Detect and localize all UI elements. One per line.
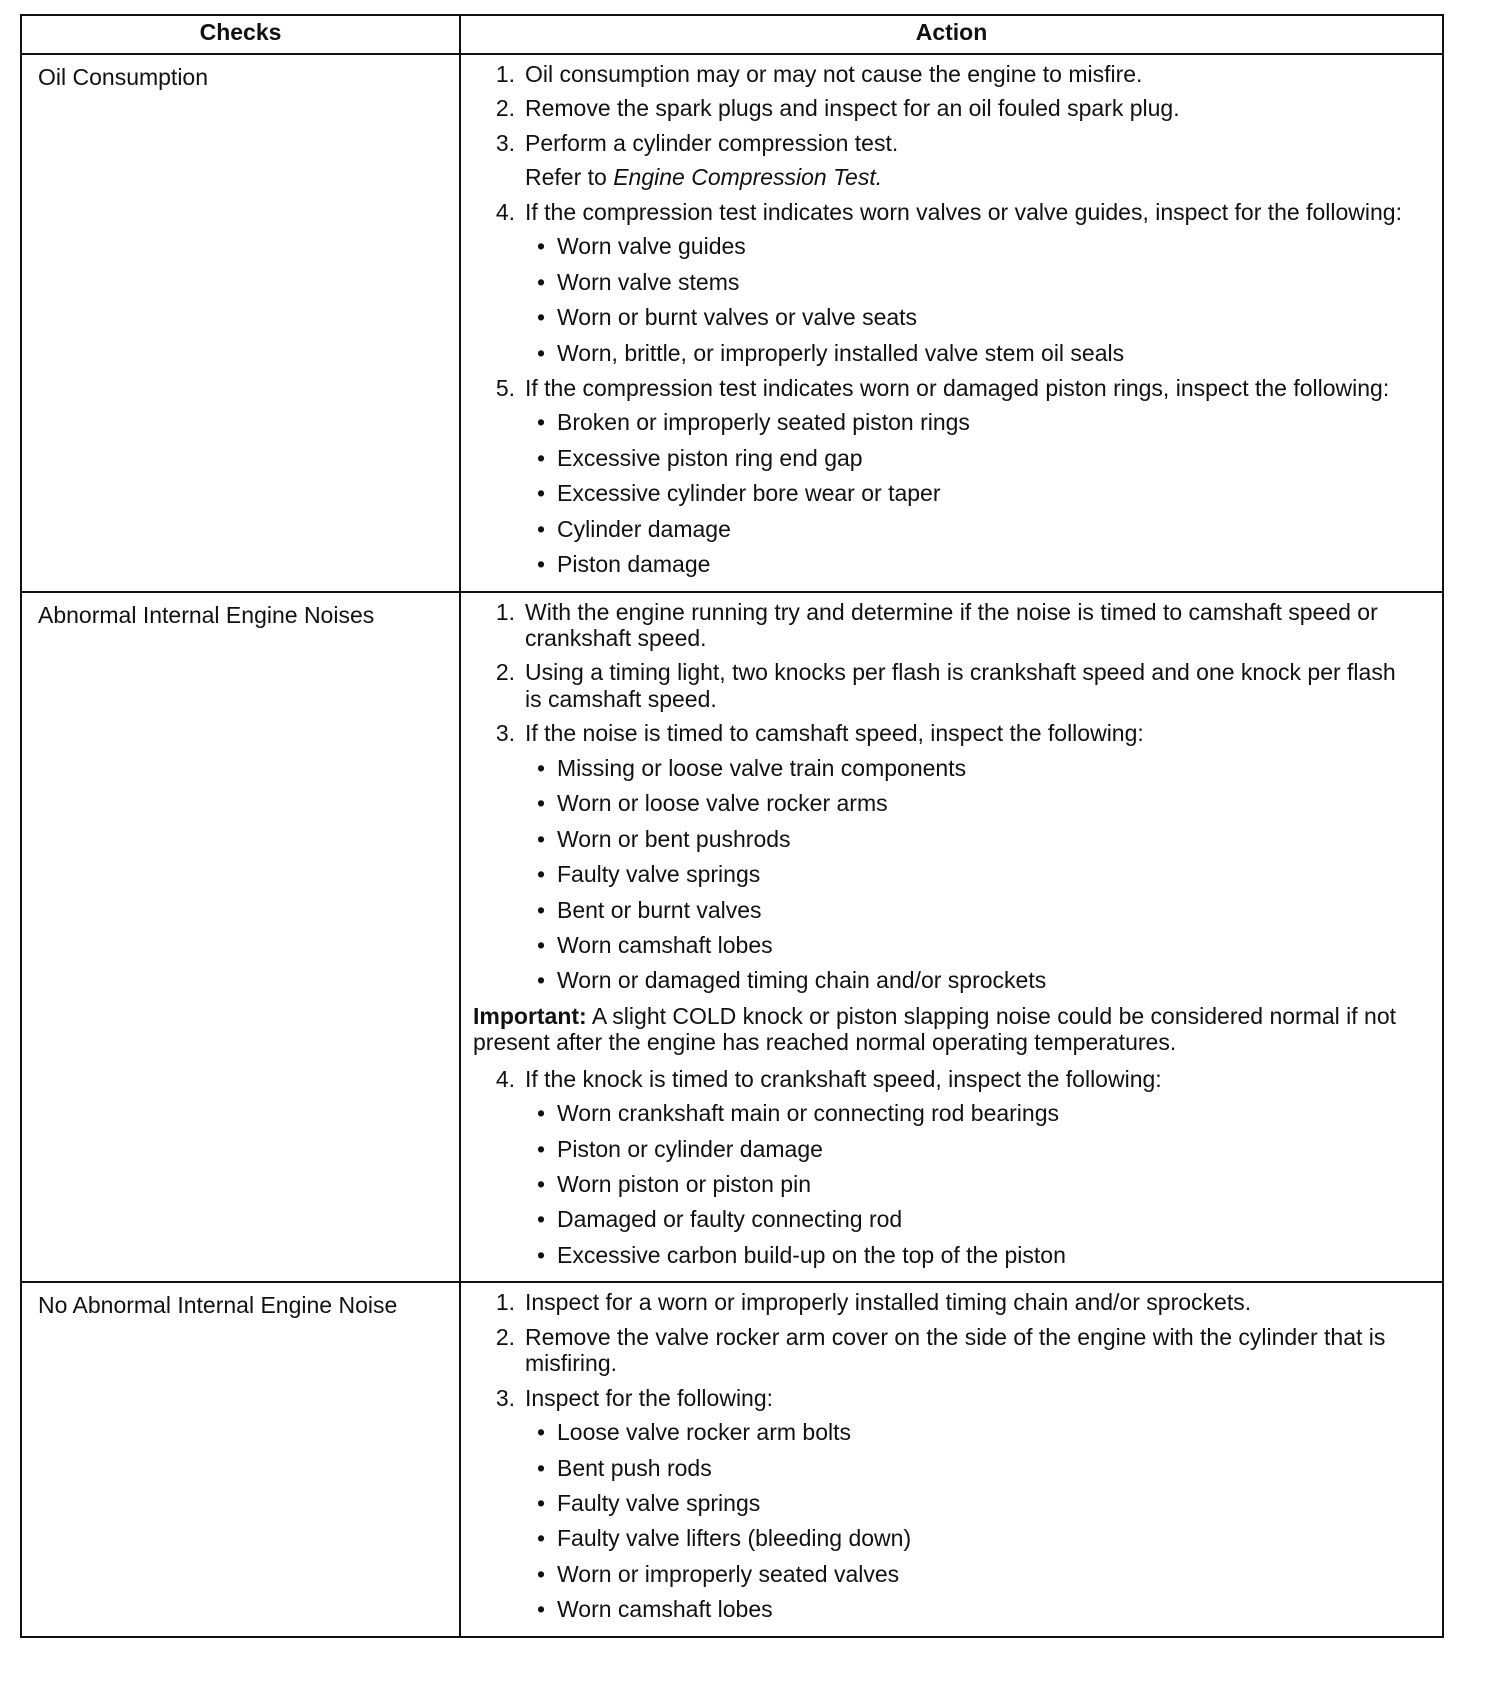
step-number: 5.: [495, 374, 515, 401]
step-text: If the compression test indicates worn or damaged piston rings, inspect the following:: [525, 374, 1390, 401]
action-cell: [460, 1282, 1443, 1636]
check-cell: Abnormal Internal Engine Noises: [21, 592, 460, 1283]
step: [473, 375, 1416, 401]
list-item: • Excessive carbon build-up on the top of the piston: [557, 1242, 1416, 1268]
list-item: • Loose valve rocker arm bolts: [557, 1419, 1416, 1445]
step-text: If the knock is timed to crankshaft speed, inspect the following:: [525, 1065, 1162, 1092]
reference-note: [525, 164, 1416, 190]
step: [473, 1066, 1416, 1092]
bullet-list: [473, 409, 1416, 577]
list-item: • Worn or burnt valves or valve seats: [557, 304, 1416, 330]
step-number: 4.: [495, 1065, 515, 1092]
list-item: • Worn or damaged timing chain and/or sprockets: [557, 967, 1416, 993]
step-number: 1.: [495, 61, 515, 87]
step-number: 3.: [495, 1384, 515, 1411]
list-item: • Worn, brittle, or improperly installed valve stem oil seals: [557, 340, 1416, 366]
checks-action-table: [20, 14, 1444, 1638]
list-item: • Damaged or faulty connecting rod: [557, 1206, 1416, 1232]
reference-title: Engine Compression Test.: [613, 164, 883, 191]
action-cell: [460, 54, 1443, 592]
step: [473, 61, 1416, 87]
action-cell: [460, 592, 1443, 1283]
table-row: [21, 1282, 1443, 1636]
document-page: [20, 14, 1444, 1638]
step: [473, 659, 1416, 712]
bullet-list: [473, 1419, 1416, 1623]
step-text: If the noise is timed to camshaft speed, inspect the following:: [525, 720, 1144, 747]
list-item: • Worn or loose valve rocker arms: [557, 790, 1416, 816]
step-number: 1.: [495, 598, 515, 625]
reference-prefix: Refer to: [525, 164, 614, 191]
list-item: • Worn camshaft lobes: [557, 1596, 1416, 1622]
step: [473, 199, 1416, 225]
step: [473, 1289, 1416, 1315]
step: [473, 95, 1416, 121]
list-item: • Faulty valve springs: [557, 1490, 1416, 1516]
check-cell: Oil Consumption: [21, 54, 460, 592]
step-number: 3.: [495, 129, 515, 156]
step-number: 4.: [495, 198, 515, 225]
list-item: • Worn valve guides: [557, 233, 1416, 259]
list-item: • Excessive piston ring end gap: [557, 445, 1416, 471]
important-text: A slight COLD knock or piston slapping noise could be considered normal if not present after the engine has reached normal operating temperatures.: [473, 1002, 1397, 1056]
list-item: • Faulty valve lifters (bleeding down): [557, 1525, 1416, 1551]
step: [473, 1324, 1416, 1377]
list-item: • Missing or loose valve train components: [557, 755, 1416, 781]
step-text: Perform a cylinder compression test.: [525, 129, 899, 156]
table-row: [21, 54, 1443, 592]
step: [473, 1385, 1416, 1411]
list-item: • Cylinder damage: [557, 516, 1416, 542]
list-item: • Worn or bent pushrods: [557, 826, 1416, 852]
list-item: • Bent or burnt valves: [557, 897, 1416, 923]
list-item: • Faulty valve springs: [557, 861, 1416, 887]
list-item: • Piston damage: [557, 551, 1416, 577]
step-text: Using a timing light, two knocks per flash is crankshaft speed and one knock per flash is camshaft speed.: [525, 659, 1396, 712]
step-number: 2.: [495, 659, 515, 686]
list-item: • Worn or improperly seated valves: [557, 1561, 1416, 1587]
header-row: [21, 15, 1443, 54]
bullet-list: [473, 755, 1416, 994]
list-item: • Worn camshaft lobes: [557, 932, 1416, 958]
list-item: • Worn piston or piston pin: [557, 1171, 1416, 1197]
step-text: With the engine running try and determine if the noise is timed to camshaft speed or crankshaft speed.: [525, 598, 1378, 651]
list-item: • Worn valve stems: [557, 269, 1416, 295]
step: [473, 599, 1416, 652]
step-text: Inspect for the following:: [525, 1384, 774, 1411]
step-text: If the compression test indicates worn valves or valve guides, inspect for the following:: [525, 198, 1402, 225]
step: [473, 720, 1416, 746]
list-item: • Excessive cylinder bore wear or taper: [557, 480, 1416, 506]
step-number: 3.: [495, 720, 515, 747]
check-cell: No Abnormal Internal Engine Noise: [21, 1282, 460, 1636]
step: [473, 130, 1416, 156]
important-note: [473, 1003, 1416, 1056]
header-action: Action: [460, 15, 1443, 54]
step-text: Oil consumption may or may not cause the engine to misfire.: [525, 61, 1143, 87]
list-item: • Broken or improperly seated piston rings: [557, 409, 1416, 435]
bullet-list: [473, 1100, 1416, 1268]
header-checks: Checks: [21, 15, 460, 54]
step-number: 2.: [495, 1323, 515, 1350]
step-number: 1.: [495, 1289, 515, 1316]
list-item: • Worn crankshaft main or connecting rod bearings: [557, 1100, 1416, 1126]
bullet-list: [473, 233, 1416, 366]
step-number: 2.: [495, 95, 515, 122]
list-item: • Bent push rods: [557, 1455, 1416, 1481]
step-text: Remove the spark plugs and inspect for an oil fouled spark plug.: [525, 95, 1180, 122]
important-label: Important:: [473, 1002, 587, 1029]
list-item: • Piston or cylinder damage: [557, 1136, 1416, 1162]
table-row: [21, 592, 1443, 1283]
step-text: Inspect for a worn or improperly installed timing chain and/or sprockets.: [525, 1289, 1252, 1316]
step-text: Remove the valve rocker arm cover on the side of the engine with the cylinder that is misfiring.: [525, 1323, 1386, 1377]
